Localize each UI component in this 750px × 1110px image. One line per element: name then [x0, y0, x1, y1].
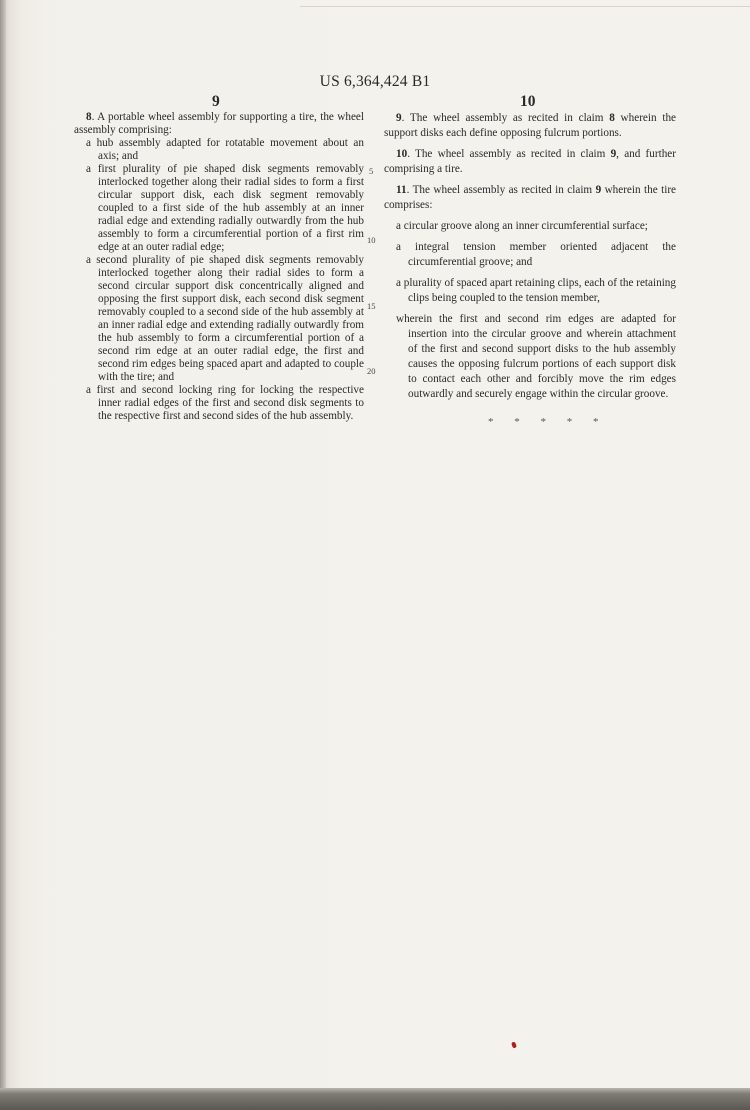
claim-11	[384, 183, 676, 213]
claim-10	[384, 147, 676, 177]
claim-number: 8	[86, 111, 92, 123]
left-column	[74, 111, 364, 423]
claim-11-element: wherein the first and second rim edges are adapted for insertion into the circular groove and wherein attachment of the first and second support disks to the hub assembly causes the opposing fulcrum portions of each support disk to contact each other and forcibly move the rim edges outwardly and securely engage within the circular groove.	[396, 313, 676, 400]
line-number: 20	[367, 366, 376, 376]
ink-spot	[511, 1041, 517, 1048]
line-number: 5	[369, 166, 374, 176]
patent-number-header: US 6,364,424 B1	[319, 73, 431, 90]
claim-text: . The wheel assembly as recited in claim	[406, 184, 596, 196]
claim-8-element: a first and second locking ring for locking the respective inner radial edges of the first and second disk segments to the respective first and second sides of the hub assembly.	[86, 384, 364, 422]
claim-8-intro	[74, 111, 364, 137]
claim-number: 9	[396, 112, 402, 124]
claim-11-element: a integral tension member oriented adjacent the circumferential groove; and	[396, 241, 676, 268]
claim-11-element: a plurality of spaced apart retaining clips, each of the retaining clips being coupled to the tension member,	[396, 277, 676, 304]
right-column	[384, 111, 676, 408]
claim-text: , and further comprising a tire.	[384, 148, 676, 175]
line-number: 15	[367, 301, 376, 311]
claim-text: . A portable wheel assembly for supporting a tire, the wheel assembly comprising:	[74, 111, 364, 136]
claim-text: wherein the tire comprises:	[384, 184, 677, 211]
claim-reference: 9	[595, 184, 602, 196]
column-number-right: 10	[520, 93, 536, 110]
page-top-edge	[300, 6, 750, 7]
binding-shadow	[0, 0, 6, 1110]
claim-number: 11	[396, 184, 407, 196]
claim-reference: 8	[609, 112, 615, 124]
page-bottom-edge	[0, 1088, 750, 1110]
claim-9	[384, 111, 676, 141]
column-number-left: 9	[212, 93, 220, 110]
claim-text: wherein the support disks each define opposing fulcrum portions.	[384, 112, 677, 139]
line-number: 10	[367, 235, 376, 245]
claim-reference: 9	[610, 148, 617, 160]
claim-8-element: a first plurality of pie shaped disk segments removably interlocked together along their radial sides to form a first circular support disk, each disk segment removably coupled to a first side of the hub assembly at an inner radial edge and extending radially outwardly from the hub assembly to form a circumferential portion of a first rim edge at an outer radial edge;	[86, 163, 364, 253]
claim-text: . The wheel assembly as recited in claim	[401, 112, 610, 124]
claim-8-element: a second plurality of pie shaped disk segments removably interlocked together along their radial sides to form a second circular support disk concentrically aligned and opposing the first support disk, each second disk segment removably coupled to a second side of the hub assembly at an inner radial edge and extending radially outwardly from the hub assembly to form a circumferential portion of a second rim edge at an outer radial edge, the first and second rim edges being spaced apart and adapted to couple with the tire; and	[86, 254, 364, 383]
claim-11-element: a circular groove along an inner circumferential surface;	[396, 220, 648, 232]
claim-8-element: a hub assembly adapted for rotatable movement about an axis; and	[86, 137, 364, 162]
end-of-document-marks: * * * * *	[488, 416, 608, 428]
claim-text: . The wheel assembly as recited in claim	[407, 148, 611, 160]
claim-number: 10	[396, 148, 408, 160]
